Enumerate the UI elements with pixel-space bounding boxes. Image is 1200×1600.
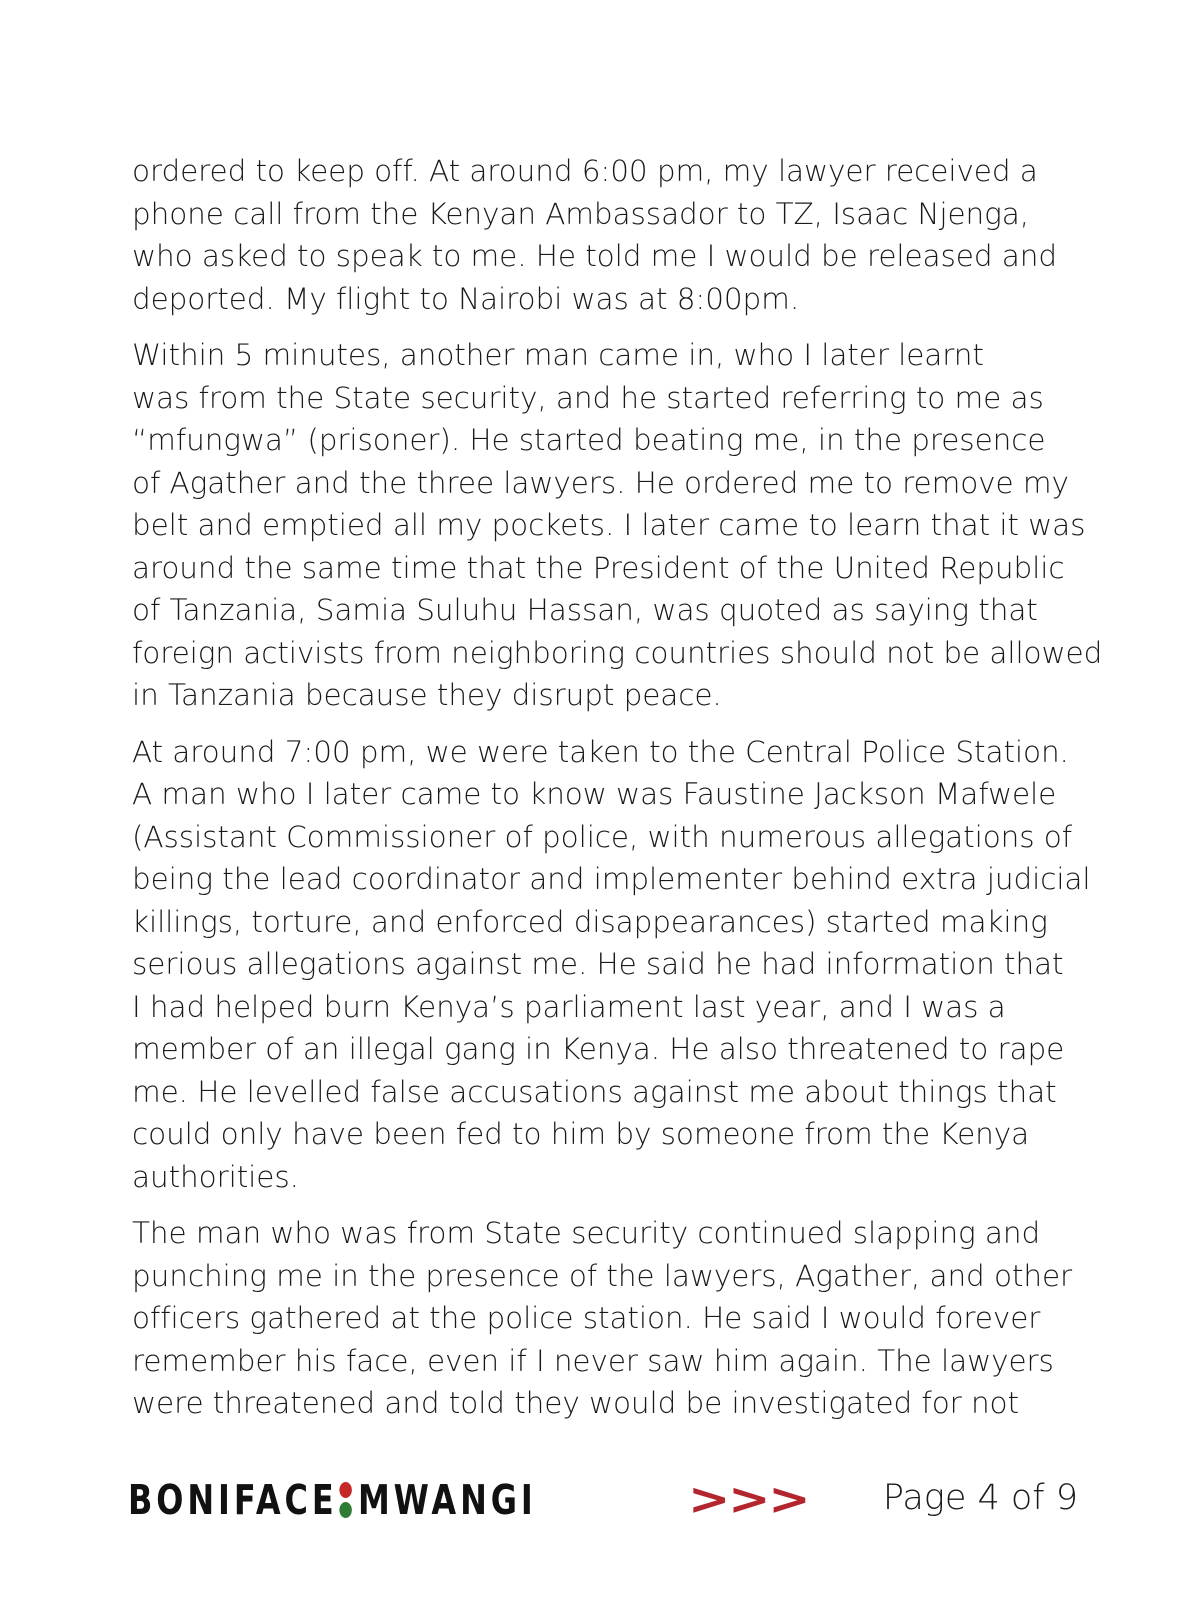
text-line: deported. My flight to Nairobi was at 8:00pm.: [132, 281, 800, 316]
text-line: of Tanzania, Samia Suluhu Hassan, was quoted as saying that: [132, 593, 1038, 627]
text-line: me. He levelled false accusations against me about things that: [132, 1074, 1057, 1109]
brand-name-first: BONIFACE: [128, 1476, 338, 1524]
text-line: officers gathered at the police station. He said I would forever: [132, 1301, 1041, 1335]
paragraph-4: [132, 1212, 1082, 1425]
page-footer: [128, 1470, 1078, 1530]
text-line: foreign activists from neighboring countries should not be allowed: [132, 635, 1103, 670]
body-text: [132, 150, 1103, 1439]
paragraph-1: [132, 150, 1082, 320]
text-line: (Assistant Commissioner of police, with numerous allegations of: [132, 819, 1073, 854]
text-line: who asked to speak to me. He told me I would be released and: [132, 239, 1057, 273]
page-number: Page 4 of 9: [882, 1478, 1078, 1518]
text-line: phone call from the Kenyan Ambassador to TZ, Isaac Njenga,: [132, 196, 1029, 231]
brand-logo: [128, 1470, 537, 1530]
green-dot-icon: [339, 1502, 351, 1518]
text-line: belt and emptied all my pockets. I later came to learn that it was: [132, 508, 1086, 542]
text-line: At around 7:00 pm, we were taken to the Central Police Station.: [132, 734, 1069, 769]
paragraph-2: [132, 334, 1103, 717]
text-line: The man who was from State security continued slapping and: [132, 1216, 1041, 1250]
text-line: of Agather and the three lawyers. He ordered me to remove my: [132, 465, 1069, 500]
brand-name-last: MWANGI: [357, 1476, 537, 1524]
text-line: was from the State security, and he started referring to me as: [132, 380, 1044, 415]
text-line: member of an illegal gang in Kenya. He also threatened to rape: [132, 1032, 1065, 1066]
text-line: A man who I later came to know was Faustine Jackson Mafwele: [132, 777, 1057, 811]
text-line: were threatened and told they would be investigated for not: [132, 1386, 1019, 1420]
text-line: serious allegations against me. He said he had information that: [132, 947, 1064, 981]
text-line: “mfungwa” (prisoner). He started beating me, in the presence: [132, 423, 1046, 457]
next-page-arrows-icon: >>>: [688, 1474, 809, 1525]
brand-dots-icon: [339, 1482, 351, 1518]
text-line: could only have been fed to him by someone from the Kenya: [132, 1117, 1030, 1151]
text-line: around the same time that the President of the United Republic: [132, 550, 1065, 585]
text-line: punching me in the presence of the lawyers, Agather, and other: [132, 1258, 1073, 1293]
text-line: Within 5 minutes, another man came in, who I later learnt: [132, 338, 984, 372]
text-line: killings, torture, and enforced disappearances) started making: [132, 904, 1048, 939]
text-line: in Tanzania because they disrupt peace.: [132, 678, 722, 712]
paragraph-3: [132, 731, 1091, 1199]
text-line: authorities.: [132, 1159, 299, 1194]
text-line: ordered to keep off. At around 6:00 pm, my lawyer received a: [132, 154, 1038, 188]
text-line: I had helped burn Kenya’s parliament last year, and I was a: [132, 989, 1006, 1024]
red-dot-icon: [339, 1482, 351, 1498]
text-line: being the lead coordinator and implementer behind extra judicial: [132, 862, 1091, 896]
text-line: remember his face, even if I never saw him again. The lawyers: [132, 1343, 1054, 1378]
